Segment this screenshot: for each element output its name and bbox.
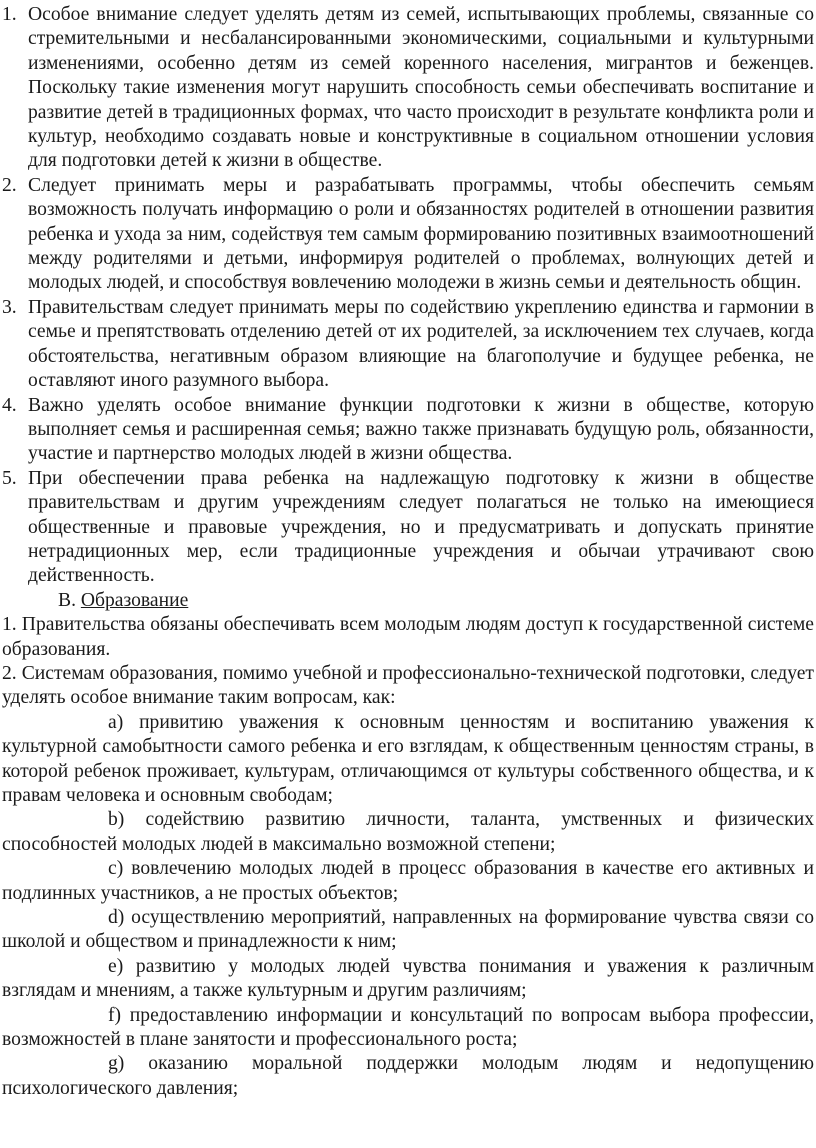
item-number: 4. [2, 394, 17, 416]
list-item [0, 174, 816, 296]
item-number: 5. [2, 467, 17, 489]
item-number: 1. [2, 4, 17, 25]
item-number: 2. [2, 174, 17, 196]
numbered-list [0, 3, 816, 589]
list-item [0, 296, 816, 394]
item-text: Особое внимание следует уделять детям из семей, испытывающих проблемы, связанные со стремительными и несбалансированными экономическими, социальными и культурными изменениями, особенно детям из семей коренного населения, мигрантов и беженцев. Поскольку такие изменения могут нарушить способность семьи обеспечивать воспитание и развитие детей в традиционных формах, что часто происходит в результате конфликта роли и культур, необходимо создавать новые и конструктивные в социальном отношении условия для подготовки детей к жизни в обществе. [28, 4, 814, 172]
list-item [0, 394, 816, 467]
item-text: Следует принимать меры и разрабатывать программы, чтобы обеспечить семьям возможность получать информацию о роли и обязанностях родителей в отношении развития ребенка и ухода за ним, содействуя тем самым формированию позитивных взаимоотношений между родителями и детьми, информируя родителей о проблемах, волнующих детей и молодых людей, и способствуя вовлечению молодежи в жизнь семьи и деятельность общин. [28, 174, 814, 294]
paragraph: 2. Системам образования, помимо учебной и профессионально-технической подготовки, следует уделять особое внимание таким вопросам, как: [2, 662, 814, 709]
sub-item: c) вовлечению молодых людей в процесс образования в качестве его активных и подлинных участников, а не простых объектов; [2, 858, 814, 904]
list-item [0, 3, 816, 174]
item-text: Важно уделять особое внимание функции подготовки к жизни в обществе, которую выполняет семья и расширенная семья; важно также признавать будущую роль, обязанности, участие и партнерство молодых людей в жизни общества. [28, 394, 814, 465]
sub-item: e) развитию у молодых людей чувства понимания и уважения к различным взглядам и мнениям, а также культурным и другим различиям; [2, 955, 814, 1002]
paragraph: 1. Правительства обязаны обеспечивать всем молодым людям доступ к государственной системе образования. [2, 614, 814, 660]
list-item [0, 467, 816, 589]
item-text: Правительствам следует принимать меры по содействию укреплению единства и гармонии в семье и препятствовать отделению детей от их родителей, за исключением тех случаев, когда обстоятельства, негативным образом влияющие на благополучие и будущее ребенка, не оставляют иного разумного выбора. [28, 296, 814, 392]
section-title: Образование [80, 589, 189, 611]
item-number: 3. [2, 296, 17, 318]
sub-item: b) содействию развитию личности, таланта, умственных и физических способностей молодых людей в максимально возможной степени; [2, 809, 814, 855]
sub-item: а) привитию уважения к основным ценностям и воспитанию уважения к культурной самобытности самого ребенка и его взглядам, к общественным ценностям страны, в которой ребенок проживает, культурам, отличающимся от культуры собственного общества, и к правам человека и основным свободам; [2, 711, 814, 806]
item-text: При обеспечении права ребенка на надлежащую подготовку к жизни в обществе правительствам и другим учреждениям следует полагаться не только на имеющиеся общественные и правовые учреждения, но и предусматривать и допускать принятие нетрадиционных мер, если традиционные учреждения и обычаи утрачивают свою действенность. [28, 467, 814, 587]
section-heading [0, 589, 816, 613]
sub-item: d) осуществлению мероприятий, направленных на формирование чувства связи со школой и обществом и принадлежности к ним; [2, 907, 814, 953]
sub-item: g) оказанию моральной поддержки молодым людям и недопущению психологического давления; [2, 1053, 814, 1099]
section-letter: В. [58, 589, 76, 611]
sub-item: f) предоставлению информации и консультаций по вопросам выбора профессии, возможностей в плане занятости и профессионального роста; [2, 1004, 814, 1051]
